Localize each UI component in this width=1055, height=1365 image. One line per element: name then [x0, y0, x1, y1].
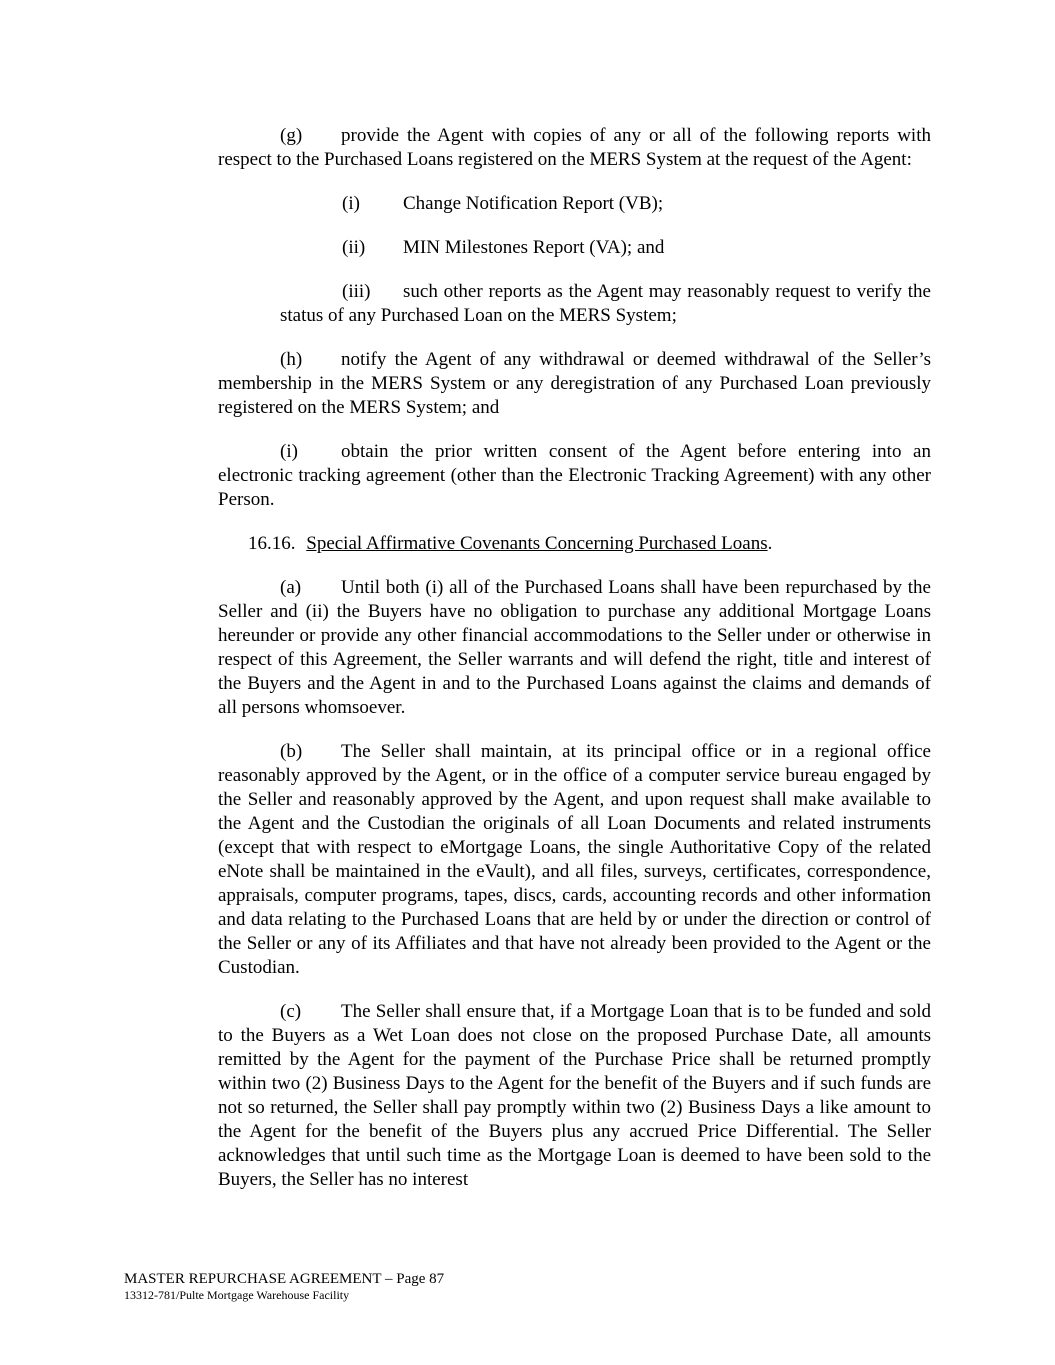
paragraph-i — [218, 440, 931, 512]
paragraph-label: (i) — [280, 441, 298, 462]
paragraph-h — [218, 348, 931, 420]
paragraph-g — [218, 124, 931, 172]
section-heading — [218, 532, 931, 556]
list-item-label: (i) — [342, 193, 360, 214]
footer-reference: 13312-781/Pulte Mortgage Warehouse Facility — [124, 1288, 350, 1302]
list-item — [280, 280, 931, 328]
paragraph-text: The Seller shall maintain, at its principal office or in a regional office reasonably approved by the Agent, or in the office of a computer service bureau engaged by the Seller and reasonably approved by the Agent, and upon request shall make available to the Agent and the Custodian the originals of all Loan Documents and related instruments (except that with respect to eMortgage Loans, the single Authoritative Copy of the related eNote shall be maintained in the eVault), and all files, surveys, certificates, correspondence, appraisals, computer programs, tapes, discs, cards, accounting records and other information and data relating to the Purchased Loans that are held by or under the direction or control of the Seller or any of its Affiliates and that have not already been provided to the Agent or the Custodian. — [218, 741, 931, 978]
section-number: 16.16. — [248, 533, 296, 554]
list-item — [342, 236, 931, 260]
paragraph-label: (a) — [280, 577, 302, 598]
list-item-label: (ii) — [342, 237, 366, 258]
list-item-label: (iii) — [342, 281, 371, 302]
paragraph-b — [218, 740, 931, 980]
paragraph-label: (b) — [280, 741, 303, 762]
paragraph-text: notify the Agent of any withdrawal or deemed withdrawal of the Seller’s membership in the MERS System or any deregistration of any Purchased Loan previously registered on the MERS System; and — [218, 349, 931, 418]
paragraph-text: The Seller shall ensure that, if a Mortgage Loan that is to be funded and sold to the Buyers as a Wet Loan does not close on the proposed Purchase Date, all amounts remitted by the Agent for the payment of the Purchase Price shall be returned promptly within two (2) Business Days to the Agent for the benefit of the Buyers and if such funds are not so returned, the Seller shall pay promptly within two (2) Business Days a like amount to the Agent for the benefit of the Buyers plus any accrued Price Differential. The Seller acknowledges that until such time as the Mortgage Loan is deemed to have been sold to the Buyers, the Seller has no interest — [218, 1001, 931, 1190]
paragraph-label: (c) — [280, 1001, 302, 1022]
paragraph-text: obtain the prior written consent of the Agent before entering into an electronic tracking agreement (other than the Electronic Tracking Agreement) with any other Person. — [218, 441, 931, 510]
document-body — [218, 124, 931, 1212]
list-item-text: such other reports as the Agent may reasonably request to verify the status of any Purchased Loan on the MERS System; — [280, 281, 931, 326]
list-item-text: Change Notification Report (VB); — [403, 193, 664, 214]
section-title-period: . — [767, 533, 773, 554]
list-item — [342, 192, 931, 216]
paragraph-text: provide the Agent with copies of any or all of the following reports with respect to the Purchased Loans registered on the MERS System at the request of the Agent: — [218, 125, 931, 170]
footer-title: MASTER REPURCHASE AGREEMENT – Page 87 — [124, 1271, 445, 1287]
page-footer — [124, 1271, 444, 1303]
paragraph-a — [218, 576, 931, 720]
paragraph-c — [218, 1000, 931, 1192]
paragraph-label: (g) — [280, 125, 303, 146]
list-item-text: MIN Milestones Report (VA); and — [403, 237, 665, 258]
section-title: Special Affirmative Covenants Concerning Purchased Loans — [306, 533, 768, 554]
paragraph-label: (h) — [280, 349, 303, 370]
paragraph-text: Until both (i) all of the Purchased Loans shall have been repurchased by the Seller and (ii) the Buyers have no obligation to purchase any additional Mortgage Loans hereunder or provide any other financial accommodations to the Seller under or otherwise in respect of this Agreement, the Seller warrants and will defend the right, title and interest of the Buyers and the Agent in and to the Purchased Loans against the claims and demands of all persons whomsoever. — [218, 577, 931, 718]
